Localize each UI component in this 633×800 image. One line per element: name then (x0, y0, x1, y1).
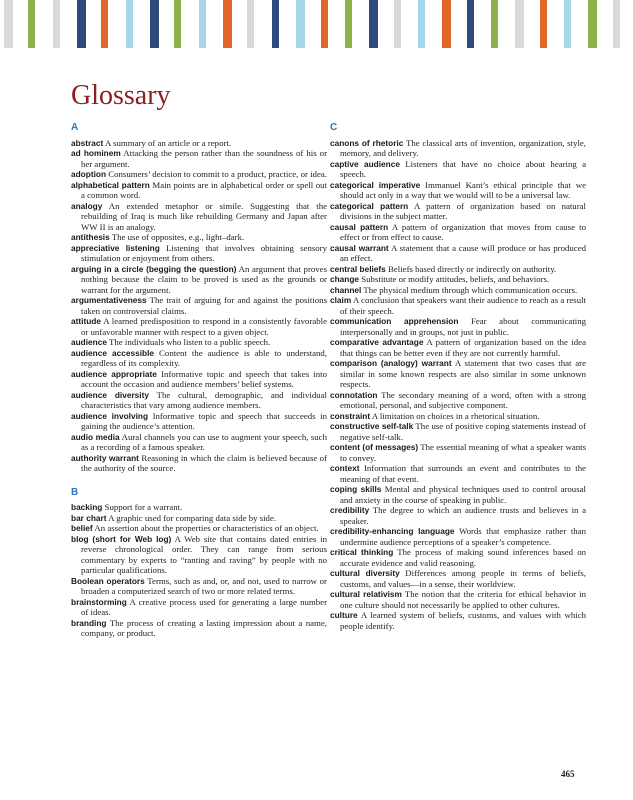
decorative-stripe (540, 0, 547, 48)
section-letter-b: B (71, 486, 79, 498)
decorative-stripe (199, 0, 206, 48)
decorative-stripe (564, 0, 571, 48)
section-letter-c: C (330, 122, 338, 133)
glossary-entry (71, 390, 327, 411)
glossary-term: comparative advantage (330, 337, 424, 347)
glossary-definition: The use of opposites, e.g., light–dark. (111, 232, 245, 242)
glossary-term: categorical pattern (330, 200, 409, 211)
glossary-definition: The classical arts of invention, organization, style, memory, and delivery. (340, 137, 586, 158)
glossary-term: content (of messages) (330, 442, 419, 452)
glossary-term: antithesis (71, 232, 110, 242)
glossary-term: arguing in a circle (begging the question) (71, 263, 237, 274)
glossary-entry (330, 159, 586, 180)
glossary-term: audience (71, 337, 107, 347)
glossary-entry (330, 610, 586, 631)
glossary-entry (71, 523, 327, 534)
glossary-entry (71, 337, 327, 348)
glossary-term: change (330, 274, 360, 284)
glossary-definition: Immanuel Kant’s ethical principle that we should act only in a way that we would will to be a universal law. (340, 179, 586, 200)
glossary-entry (330, 295, 586, 316)
glossary-entry (71, 502, 327, 513)
decorative-stripe (28, 0, 35, 48)
glossary-entry (71, 369, 327, 390)
glossary-term: authority warrant (71, 452, 139, 463)
glossary-entry (71, 169, 327, 180)
glossary-definition: Informative topic and speech that takes into account the occasion and audience members’ belief systems. (81, 368, 327, 389)
decorative-stripe (53, 0, 60, 48)
glossary-definition: A pattern of organization based on the idea that things can be better even if they are not currently harmful. (340, 337, 586, 358)
glossary-definition: A pattern of organization that moves from cause to effect or from effect to cause. (340, 221, 586, 242)
glossary-term: blog (short for Web log) (71, 533, 172, 544)
glossary-entry (330, 442, 586, 463)
glossary-entry (330, 547, 586, 568)
glossary-entry (330, 526, 586, 547)
glossary-term: analogy (71, 200, 103, 211)
glossary-definition: The process of making sound inferences based on accurate evidence and valid reasoning. (340, 547, 586, 568)
glossary-definition: Beliefs based directly or indirectly on authority. (388, 263, 557, 274)
glossary-definition: Content the audience is able to understand, regardless of its complexity. (81, 347, 327, 368)
glossary-term: central beliefs (330, 263, 386, 274)
glossary-definition: The essential meaning of what a speaker wants to convey. (340, 442, 586, 463)
glossary-entry (330, 316, 586, 337)
glossary-term: constraint (330, 410, 371, 421)
decorative-stripe (101, 0, 108, 48)
glossary-entry (330, 222, 586, 243)
glossary-term: appreciative listening (71, 242, 160, 253)
glossary-entry (71, 180, 327, 201)
glossary-term: causal pattern (330, 221, 389, 232)
glossary-definition: Listeners that have no choice about hearing a speech. (340, 158, 587, 179)
glossary-definition: Attacking the person rather than the soundness of his or her argument. (81, 148, 327, 169)
glossary-definition: A summary of an article or a report. (105, 137, 232, 148)
glossary-entry (71, 201, 327, 233)
glossary-definition: Fear about communicating interpersonally and in groups, not just in public. (340, 316, 586, 337)
decorative-stripe (4, 0, 13, 48)
glossary-term: constructive self-talk (330, 421, 414, 431)
glossary-entry (330, 589, 586, 610)
glossary-definition: An assertion about the properties or characteristics of an object. (94, 523, 319, 533)
glossary-definition: Aural channels you can use to augment your speech, such as a recording of a famous speaker. (81, 431, 327, 452)
glossary-entry (330, 568, 586, 589)
glossary-definition: A graphic used for comparing data side by side. (108, 512, 277, 523)
decorative-stripe (588, 0, 597, 48)
glossary-entry (330, 505, 586, 526)
decorative-stripe (613, 0, 620, 48)
glossary-definition: The process of creating a lasting impression about a name, company, or product. (81, 617, 327, 638)
glossary-term: audience appropriate (71, 368, 157, 379)
glossary-term: alphabetical pattern (71, 179, 150, 190)
entries-c (330, 138, 586, 632)
glossary-definition: A learned predisposition to respond in a consistently favorable or unfavorable manner with respect to a given object. (81, 316, 328, 337)
decorative-stripe (491, 0, 498, 48)
glossary-definition: A statement that two cases that are similar in some known respects are also similar in some unknown respects. (340, 358, 586, 389)
glossary-entry (71, 453, 327, 474)
glossary-term: causal warrant (330, 242, 389, 253)
glossary-definition: An extended metaphor or simile. Suggesting that the rebuilding of Iraq is much like rebuilding Germany and Japan after WW II is an analogy. (81, 200, 328, 232)
glossary-term: cultural diversity (330, 568, 400, 578)
glossary-definition: A limitation on choices in a rhetorical situation. (371, 410, 540, 421)
glossary-entry (71, 232, 327, 243)
glossary-definition: The trait of arguing for and against the positions taken on controversial claims. (81, 295, 327, 316)
glossary-term: branding (71, 617, 107, 628)
glossary-term: categorical imperative (330, 179, 421, 190)
glossary-entry (330, 138, 586, 159)
glossary-term: culture (330, 610, 358, 620)
glossary-definition: A pattern of organization based on natural divisions in the subject matter. (340, 200, 586, 221)
glossary-term: audience involving (71, 410, 149, 421)
glossary-term: credibility (330, 505, 370, 515)
glossary-definition: The cultural, demographic, and individual characteristics that vary among audience members. (81, 389, 327, 410)
decorative-stripe (223, 0, 232, 48)
decorative-stripe-band (0, 0, 633, 48)
glossary-definition: Mental and physical techniques used to control arousal and anxiety in the course of speaking in public. (340, 484, 586, 505)
glossary-definition: A conclusion that speakers want their audience to reach as a result of their speech. (340, 295, 586, 316)
decorative-stripe (467, 0, 474, 48)
decorative-stripe (247, 0, 254, 48)
glossary-definition: Reasoning in which the claim is believed because of the authority of the source. (81, 452, 327, 473)
glossary-term: connotation (330, 389, 378, 400)
glossary-entry (330, 421, 586, 442)
glossary-entry (71, 513, 327, 524)
glossary-term: claim (330, 295, 352, 305)
glossary-definition: Listening that involves obtaining sensory stimulation or enjoyment from others. (81, 242, 327, 263)
glossary-term: canons of rhetoric (330, 137, 404, 148)
glossary-definition: Consumers’ decision to commit to a product, practice, or idea. (108, 169, 327, 179)
decorative-stripe (369, 0, 378, 48)
glossary-definition: A statement that a cause will produce or has produced an effect. (340, 242, 586, 263)
page-number: 465 (561, 769, 575, 779)
glossary-term: communication apprehension (330, 316, 459, 326)
glossary-term: cultural relativism (330, 589, 402, 599)
glossary-term: adoption (71, 169, 107, 179)
glossary-definition: The notion that the criteria for ethical behavior in one culture should not necessarily be applied to other cultures. (340, 589, 587, 610)
glossary-entry (71, 348, 327, 369)
decorative-stripe (394, 0, 401, 48)
glossary-term: context (330, 463, 360, 473)
glossary-definition: An argument that proves nothing because the claim to be proved is used as the grounds or warrant for the argument. (81, 263, 327, 295)
glossary-term: brainstorming (71, 596, 127, 607)
glossary-entry (330, 358, 586, 390)
decorative-stripe (77, 0, 86, 48)
glossary-entry (71, 295, 327, 316)
glossary-term: bar chart (71, 512, 107, 523)
glossary-definition: The individuals who listen to a public speech. (109, 337, 271, 347)
glossary-term: comparison (analogy) warrant (330, 358, 452, 368)
page-title: Glossary (71, 80, 171, 111)
glossary-entry (71, 432, 327, 453)
decorative-stripe (345, 0, 352, 48)
glossary-definition: Main points are in alphabetical order or spell out a common word. (81, 179, 327, 200)
glossary-term: belief (71, 523, 93, 533)
glossary-entry (330, 243, 586, 264)
glossary-definition: A Web site that contains dated entries in reverse chronological order. They can range from serious commentary by experts to “ranting and raving” by people with no particular qualifications. (81, 533, 327, 575)
glossary-term: backing (71, 502, 103, 512)
glossary-entry (330, 411, 586, 422)
glossary-left-column (71, 123, 327, 639)
glossary-definition: Words that emphasize rather than undermine audience perceptions of a speaker’s competence. (340, 526, 586, 547)
glossary-term: critical thinking (330, 547, 394, 557)
glossary-definition: The use of positive coping statements instead of negative self-talk. (340, 421, 586, 442)
glossary-term: audience accessible (71, 347, 155, 358)
glossary-entry (71, 138, 327, 149)
decorative-stripe (321, 0, 328, 48)
glossary-entry (71, 618, 327, 639)
glossary-entry (71, 243, 327, 264)
glossary-entry (330, 484, 586, 505)
decorative-stripe (296, 0, 305, 48)
glossary-definition: Information that surrounds an event and contributes to the meaning of that event. (340, 463, 587, 484)
glossary-term: credibility-enhancing language (330, 526, 455, 536)
glossary-entry (330, 463, 586, 484)
glossary-entry (330, 201, 586, 222)
glossary-term: audience diversity (71, 389, 149, 400)
decorative-stripe (272, 0, 279, 48)
glossary-entry (71, 316, 327, 337)
glossary-entry (330, 337, 586, 358)
glossary-definition: The degree to which an audience trusts and believes in a speaker. (340, 505, 587, 526)
glossary-definition: The physical medium through which communication occurs. (363, 284, 578, 295)
glossary-definition: Support for a warrant. (104, 502, 183, 512)
glossary-term: Boolean operators (71, 575, 145, 586)
glossary-entry (330, 180, 586, 201)
glossary-definition: The secondary meaning of a word, often with a strong emotional, personal, and subjective component. (340, 389, 586, 410)
entries-b (71, 502, 327, 639)
decorative-stripe (150, 0, 159, 48)
entries-a (71, 138, 327, 474)
glossary-entry (71, 264, 327, 296)
decorative-stripe (418, 0, 425, 48)
glossary-entry (330, 264, 586, 275)
glossary-term: argumentativeness (71, 295, 147, 305)
glossary-term: captive audience (330, 158, 400, 169)
glossary-entry (71, 534, 327, 576)
glossary-entry (71, 576, 327, 597)
glossary-right-column (330, 123, 586, 631)
glossary-definition: Informative topic and speech that succeeds in gaining the audience’s attention. (81, 410, 327, 431)
decorative-stripe (442, 0, 451, 48)
glossary-term: channel (330, 284, 362, 295)
glossary-definition: Substitute or modify attitudes, beliefs, and behaviors. (361, 274, 550, 284)
glossary-definition: Differences among people in terms of beliefs, customs, and values—in a sense, their worldview. (340, 568, 587, 589)
section-letter-a: A (71, 122, 79, 133)
glossary-term: coping skills (330, 484, 382, 494)
glossary-entry (330, 274, 586, 285)
glossary-definition: Terms, such as and, or, and not, used to narrow or broaden a computerized search of two or more related terms. (81, 575, 327, 596)
decorative-stripe (515, 0, 524, 48)
decorative-stripe (174, 0, 181, 48)
glossary-entry (330, 390, 586, 411)
glossary-entry (71, 597, 327, 618)
glossary-term: abstract (71, 137, 104, 148)
glossary-entry (330, 285, 586, 296)
glossary-term: audio media (71, 431, 120, 442)
glossary-entry (71, 148, 327, 169)
glossary-term: attitude (71, 316, 101, 326)
decorative-stripe (126, 0, 133, 48)
glossary-entry (71, 411, 327, 432)
glossary-term: ad hominem (71, 148, 121, 158)
glossary-definition: A creative process used for generating a large number of ideas. (81, 596, 327, 617)
glossary-definition: A learned system of beliefs, customs, and values with which people identify. (340, 610, 586, 631)
